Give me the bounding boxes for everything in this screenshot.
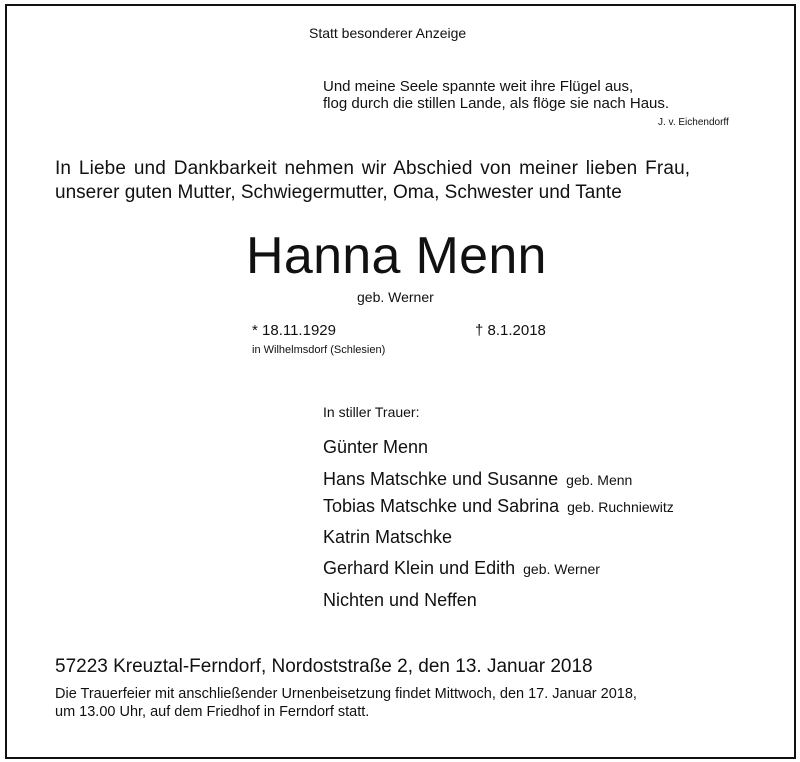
mourner-name: Tobias Matschke und Sabrina <box>323 496 560 516</box>
death-date: † 8.1.2018 <box>475 322 546 339</box>
mourner-name: Günter Menn <box>323 437 429 457</box>
poem-author: J. v. Eichendorff <box>658 117 729 128</box>
mourners-label: In stiller Trauer: <box>323 404 420 420</box>
mourner-entry <box>323 590 477 611</box>
funeral-info-line-2: um 13.00 Uhr, auf dem Friedhof in Ferndorf statt. <box>55 704 370 720</box>
mourner-entry <box>323 527 452 548</box>
mourner-entry <box>323 469 632 490</box>
funeral-info-line-1: Die Trauerfeier mit anschließender Urnenbeisetzung findet Mittwoch, den 17. Januar 2018, <box>55 686 637 702</box>
mourner-name: Gerhard Klein und Edith <box>323 558 516 578</box>
mourner-name: Nichten und Neffen <box>323 590 477 610</box>
mourner-entry <box>323 496 674 517</box>
birthplace: in Wilhelmsdorf (Schlesien) <box>252 344 386 356</box>
mourner-name: Hans Matschke und Susanne <box>323 469 559 489</box>
poem-line-1: Und meine Seele spannte weit ihre Flügel aus, <box>323 78 634 95</box>
address-date-line: 57223 Kreuztal-Ferndorf, Nordoststraße 2, den 13. Januar 2018 <box>55 656 593 677</box>
mourner-maiden-name: geb. Ruchniewitz <box>567 499 674 515</box>
mourner-entry <box>323 437 428 458</box>
mourner-maiden-name: geb. Werner <box>523 561 600 577</box>
poem-line-2: flog durch die stillen Lande, als flöge sie nach Haus. <box>323 95 670 112</box>
intro-line-2: unserer guten Mutter, Schwiegermutter, Oma, Schwester und Tante <box>55 182 622 203</box>
maiden-name: geb. Werner <box>357 289 434 305</box>
intro-line-1: In Liebe und Dankbarkeit nehmen wir Abschied von meiner lieben Frau, <box>55 158 691 179</box>
mourner-name: Katrin Matschke <box>323 527 453 547</box>
deceased-name: Hanna Menn <box>246 227 547 285</box>
mourner-entry <box>323 558 600 579</box>
birth-date: * 18.11.1929 <box>252 322 336 339</box>
mourner-maiden-name: geb. Menn <box>566 472 633 488</box>
notice-header: Statt besonderer Anzeige <box>309 25 467 41</box>
